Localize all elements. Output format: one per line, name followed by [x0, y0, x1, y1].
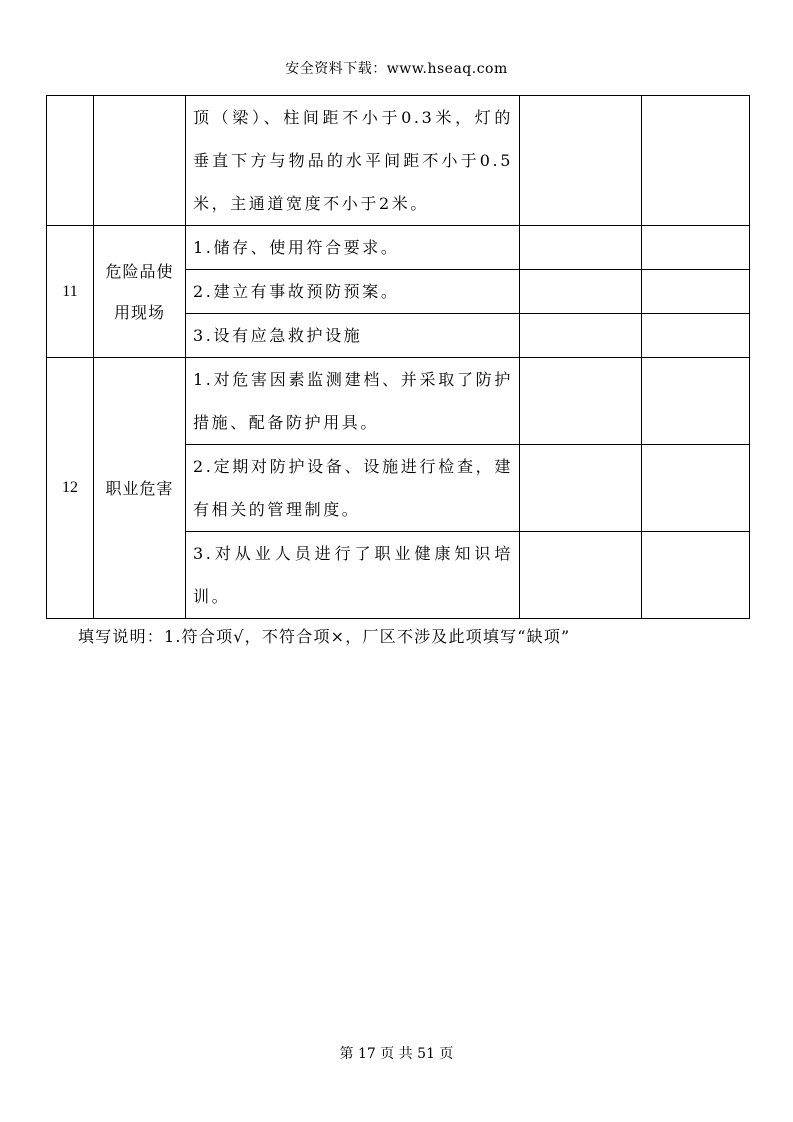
row-item: 2.定期对防护设备、设施进行检查，建有相关的管理制度。 — [186, 445, 520, 532]
row-result-cell[interactable] — [520, 532, 642, 619]
row-remark-cell[interactable] — [642, 445, 750, 532]
row-item: 1.对危害因素监测建档、并采取了防护措施、配备防护用具。 — [186, 358, 520, 445]
row-remark-cell[interactable] — [642, 314, 750, 358]
row-result-cell[interactable] — [520, 314, 642, 358]
row-remark-cell[interactable] — [642, 226, 750, 270]
page-header: 安全资料下载：www.hseaq.com — [285, 61, 508, 77]
row-item: 顶（梁）、柱间距不小于0.3米，灯的垂直下方与物品的水平间距不小于0.5米，主通道宽度不小于2米。 — [186, 96, 520, 226]
row-result-cell[interactable] — [520, 270, 642, 314]
table-row — [47, 358, 750, 445]
row-result-cell[interactable] — [520, 358, 642, 445]
row-item: 1.储存、使用符合要求。 — [186, 226, 520, 270]
row-remark-cell[interactable] — [642, 270, 750, 314]
table-row — [47, 96, 750, 226]
row-remark-cell[interactable] — [642, 358, 750, 445]
row-category: 危险品使用现场 — [94, 226, 186, 358]
row-number — [47, 96, 94, 226]
table-row — [47, 226, 750, 270]
row-number: 12 — [47, 358, 94, 619]
row-result-cell[interactable] — [520, 226, 642, 270]
row-category — [94, 96, 186, 226]
row-result-cell[interactable] — [520, 96, 642, 226]
row-item: 2.建立有事故预防预案。 — [186, 270, 520, 314]
row-item: 3.设有应急救护设施 — [186, 314, 520, 358]
row-item: 3.对从业人员进行了职业健康知识培训。 — [186, 532, 520, 619]
filling-instructions: 填写说明：1.符合项√，不符合项×，厂区不涉及此项填写“缺项” — [78, 627, 571, 646]
row-number: 11 — [47, 226, 94, 358]
page-number-footer: 第 17 页 共 51 页 — [339, 1046, 454, 1062]
row-category: 职业危害 — [94, 358, 186, 619]
row-remark-cell[interactable] — [642, 96, 750, 226]
inspection-checklist-table — [46, 95, 750, 619]
row-remark-cell[interactable] — [642, 532, 750, 619]
row-result-cell[interactable] — [520, 445, 642, 532]
